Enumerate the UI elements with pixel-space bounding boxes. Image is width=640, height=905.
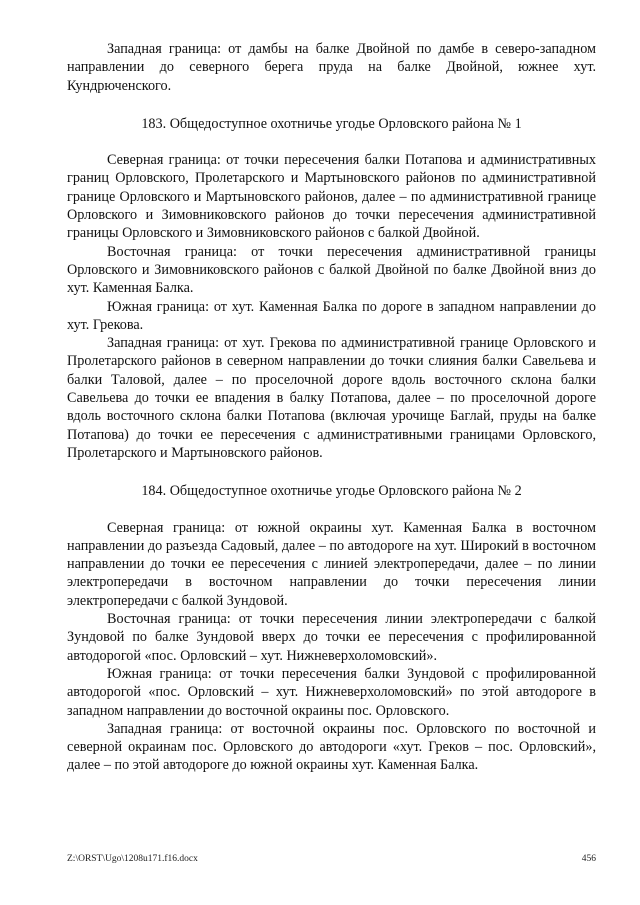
west-border-paragraph: Западная граница: от хут. Грекова по административной границе Орловского и Пролетарского районов в северном направлении до точки слияния балки Савельева и балки Таловой, далее – по проселочной дороге вдоль восточного склона балки Савельева до точки ее впадения в балку Потапова, далее – по проселочной дороге вдоль восточного склона балки Потапова (включая урочище Баглай, пруды на балке Потапова) до точки ее пересечения с административными границами Орловского, Пролетарского и Мартыновского районов. <box>67 335 596 461</box>
section-title: 184. Общедоступное охотничье угодье Орловского района № 2 <box>141 483 522 500</box>
document-page <box>67 40 596 775</box>
section-183 <box>67 115 596 462</box>
section-184 <box>67 482 596 774</box>
north-border-paragraph: Северная граница: от точки пересечения балки Потапова и административных границ Орловского, Пролетарского и Мартыновского районов по административной границе Орловского и Мартыновского районов, далее – по административной границе Орловского и Зимовниковского районов до точки пересечения административной границы Орловского и Зимовниковского районов с балкой Двойной. <box>67 152 596 242</box>
east-border-paragraph: Восточная граница: от точки пересечения административной границы Орловского и Зимовниковского районов с балкой Двойной по балке Двойной вниз до хут. Каменная Балка. <box>67 243 596 297</box>
intro-paragraph: Западная граница: от дамбы на балке Двойной по дамбе в северо-западном направлении до северного берега пруда на балке Двойной, южнее хут. Кундрюченского. <box>67 41 596 94</box>
east-border-paragraph: Восточная граница: от точки пересечения линии электропередачи с балкой Зундовой по балке Зундовой вверх до точки ее пересечения с профилированной автодорогой «пос. Орловский – хут. Нижневерхоломовский». <box>67 611 596 664</box>
page-number: 456 <box>581 854 596 864</box>
section-title: 183. Общедоступное охотничье угодье Орловского района № 1 <box>141 115 522 132</box>
south-border-paragraph: Южная граница: от точки пересечения балки Зундовой с профилированной автодорогой «пос. Орловский – хут. Нижневерхоломовский» по этой автодороге в западном направлении до восточной окраины пос. Орловского. <box>67 665 596 719</box>
south-border-paragraph: Южная граница: от хут. Каменная Балка по дороге в западном направлении до хут. Грекова. <box>67 298 596 333</box>
file-path: Z:\ORST\Ugo\1208u171.f16.docx <box>67 854 198 864</box>
west-border-paragraph: Западная граница: от восточной окраины пос. Орловского по восточной и северной окраинам пос. Орловского до автодороги «хут. Греков – пос. Орловский», далее – по этой автодороге до южной окраины хут. Каменная Балка. <box>67 720 596 774</box>
north-border-paragraph: Северная граница: от южной окраины хут. Каменная Балка в восточном направлении до разъезда Садовый, далее – по автодороге на хут. Широкий в восточном направлении до точки ее пересечения с линией электропередачи, далее – по линии электропередачи в восточном направлении до точки пересечения линии электропередачи с балкой Зундовой. <box>67 519 596 609</box>
